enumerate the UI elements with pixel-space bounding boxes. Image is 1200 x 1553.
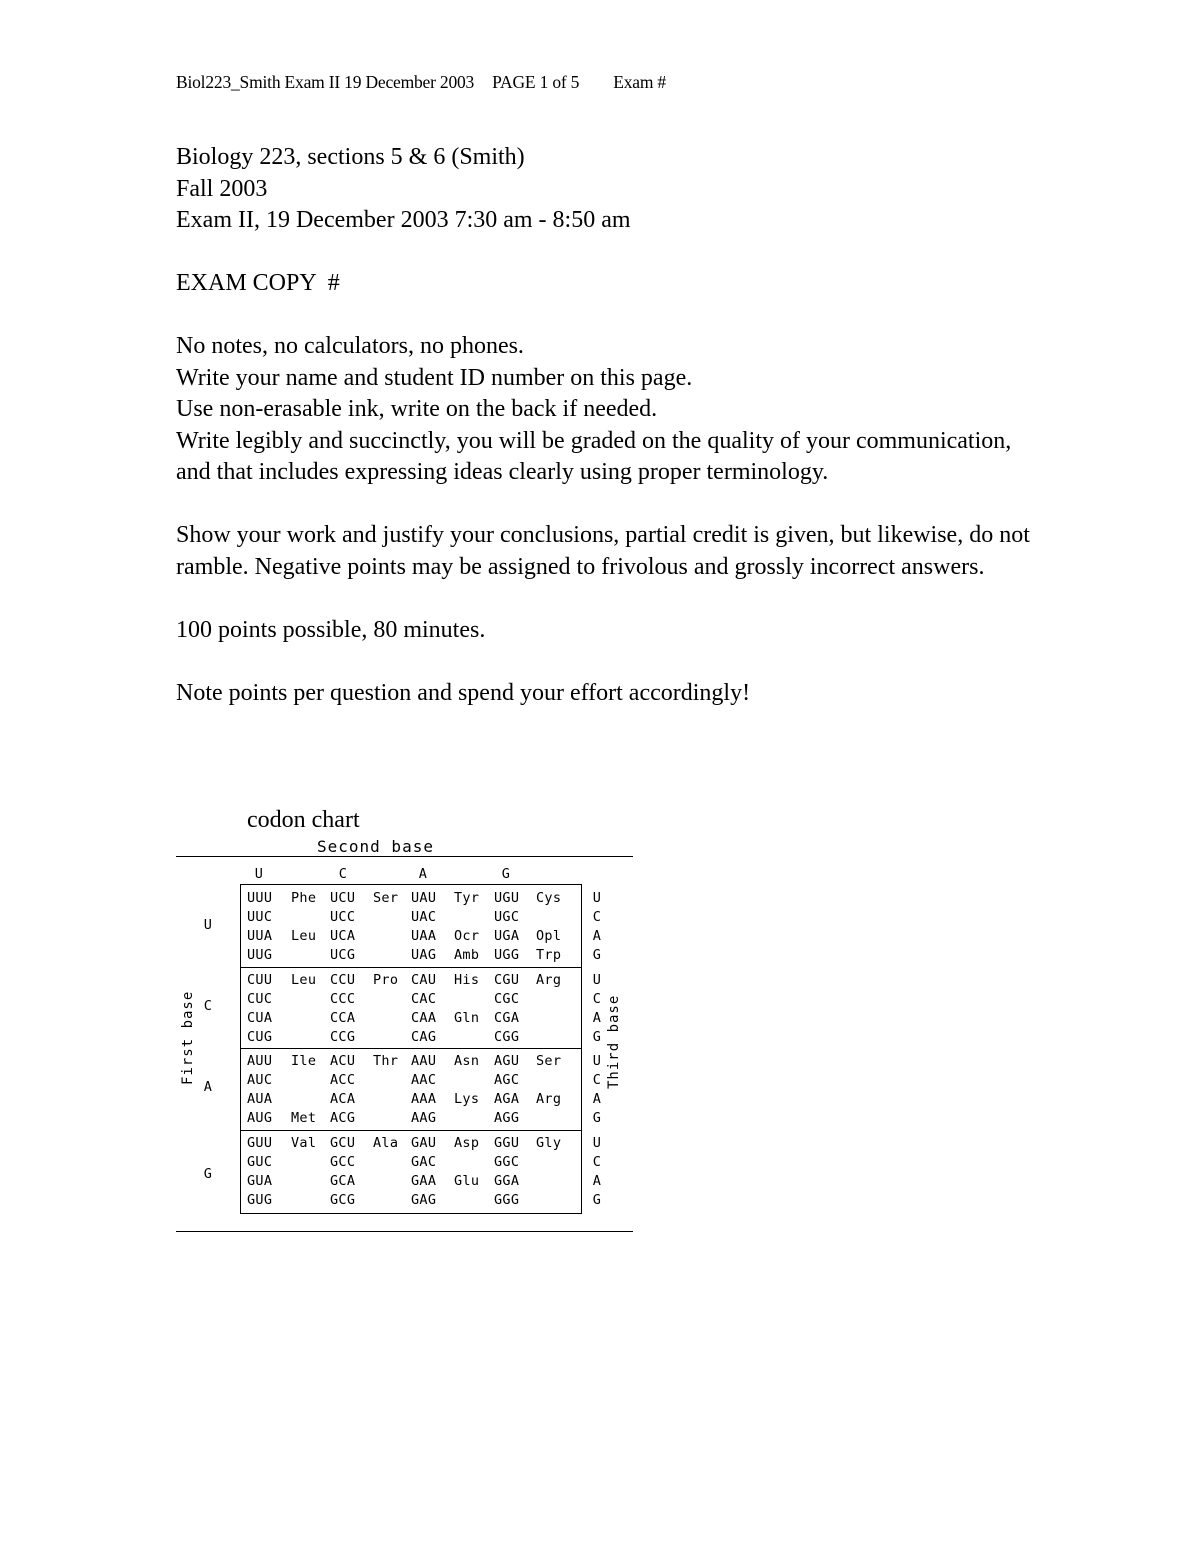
codon-cell: UUC <box>247 909 273 925</box>
rule-item: Use non-erasable ink, write on the back if needed. <box>176 396 658 422</box>
codon-cell: UUA <box>247 928 273 944</box>
codon-cell: GAG <box>411 1191 437 1208</box>
rule-item: Write legibly and succinctly, you will be graded on the quality of your communication, and that includes expressing ideas clearly using proper terminology. <box>176 427 1012 485</box>
codon-cell: GGA <box>494 1172 520 1189</box>
codon-cell: UCC <box>330 909 356 925</box>
third-base-row-label: A <box>592 1091 602 1107</box>
codon-cell: UGU <box>494 890 520 906</box>
codon-cell: CGU <box>494 971 520 988</box>
third-base-row-label: G <box>592 1110 602 1126</box>
amino-acid-cell: Ser <box>373 890 399 906</box>
codon-cell: GAU <box>411 1134 437 1151</box>
codon-cell: AGC <box>494 1071 520 1088</box>
codon-cell: AAU <box>411 1052 437 1069</box>
codon-cell: AGA <box>494 1090 520 1107</box>
column-label: G <box>501 866 511 882</box>
exam-copy-number: EXAM COPY # <box>176 270 340 296</box>
amino-acid-cell: Ser <box>536 1052 562 1069</box>
codon-cell: CGC <box>494 990 520 1007</box>
codon-cell: AAG <box>411 1109 437 1126</box>
codon-cell: UAG <box>411 947 437 963</box>
amino-acid-cell: Asp <box>454 1134 480 1151</box>
amino-acid-cell: Ile <box>291 1052 317 1069</box>
codon-cell: AGG <box>494 1109 520 1126</box>
codon-cell: AAA <box>411 1090 437 1107</box>
codon-cell: AUA <box>247 1090 273 1107</box>
codon-cell: GCG <box>330 1191 356 1208</box>
codon-cell: UAC <box>411 909 437 925</box>
work-note: Show your work and justify your conclusions, partial credit is given, but likewise, do not ramble. Negative points may be assigned to frivolous and grossly incorrect answers. <box>176 522 1030 580</box>
codon-cell: UGC <box>494 909 520 925</box>
amino-acid-cell: Met <box>291 1109 317 1126</box>
codon-cell: GGG <box>494 1191 520 1208</box>
amino-acid-cell: Glu <box>454 1172 480 1189</box>
third-base-row-label: A <box>592 1010 602 1026</box>
third-base-row-label: G <box>592 947 602 963</box>
codon-cell: UGA <box>494 928 520 944</box>
third-base-row-label: U <box>592 972 602 988</box>
codon-cell: GCA <box>330 1172 356 1189</box>
codon-cell: AUG <box>247 1109 273 1126</box>
codon-cell: CAC <box>411 990 437 1007</box>
amino-acid-cell: Arg <box>536 971 562 988</box>
first-base-label: First base <box>180 990 196 1085</box>
codon-cell: UCU <box>330 890 356 906</box>
codon-cell: GAC <box>411 1153 437 1170</box>
codon-cell: ACU <box>330 1052 356 1069</box>
codon-cell: CAG <box>411 1028 437 1045</box>
amino-acid-cell: Opl <box>536 928 562 944</box>
third-base-row-label: U <box>592 1135 602 1151</box>
amino-acid-cell: Leu <box>291 971 317 988</box>
codon-cell: AGU <box>494 1052 520 1069</box>
codon-block <box>241 885 581 967</box>
points-note: 100 points possible, 80 minutes. <box>176 616 486 643</box>
exam-instructions <box>176 142 1036 709</box>
effort-note: Note points per question and spend your effort accordingly! <box>176 679 751 706</box>
course-title: Biology 223, sections 5 & 6 (Smith) <box>176 144 525 170</box>
amino-acid-cell: His <box>454 971 480 988</box>
third-base-row-label: G <box>592 1192 602 1208</box>
codon-cell: AAC <box>411 1071 437 1088</box>
amino-acid-cell: Lys <box>454 1090 480 1107</box>
codon-cell: ACA <box>330 1090 356 1107</box>
header-page-number: PAGE 1 of 5 <box>492 72 580 92</box>
column-label: C <box>338 866 348 882</box>
codon-cell: GAA <box>411 1172 437 1189</box>
codon-cell: CUC <box>247 990 273 1007</box>
first-base-row-label: U <box>203 917 213 933</box>
third-base-row-label: G <box>592 1029 602 1045</box>
amino-acid-cell: Tyr <box>454 890 480 906</box>
codon-cell: GCC <box>330 1153 356 1170</box>
column-label: A <box>418 866 428 882</box>
codon-cell: CCU <box>330 971 356 988</box>
codon-cell: UGG <box>494 947 520 963</box>
codon-cell: AUU <box>247 1052 273 1069</box>
codon-cell: CAA <box>411 1009 437 1026</box>
third-base-row-label: C <box>592 1072 602 1088</box>
codon-cell: UUU <box>247 890 273 906</box>
amino-acid-cell: Val <box>291 1134 317 1151</box>
codon-cell: CGG <box>494 1028 520 1045</box>
codon-block <box>241 1048 581 1130</box>
second-base-label: Second base <box>317 837 434 856</box>
amino-acid-cell: Asn <box>454 1052 480 1069</box>
codon-cell: CAU <box>411 971 437 988</box>
codon-cell: ACG <box>330 1109 356 1126</box>
amino-acid-cell: Thr <box>373 1052 399 1069</box>
amino-acid-cell: Pro <box>373 971 399 988</box>
amino-acid-cell: Gly <box>536 1134 562 1151</box>
codon-cell: UAA <box>411 928 437 944</box>
codon-cell: GCU <box>330 1134 356 1151</box>
codon-cell: GUA <box>247 1172 273 1189</box>
codon-cell: CUG <box>247 1028 273 1045</box>
codon-cell: ACC <box>330 1071 356 1088</box>
codon-block <box>241 1130 581 1215</box>
codon-block <box>241 967 581 1048</box>
codon-cell: CGA <box>494 1009 520 1026</box>
term: Fall 2003 <box>176 175 268 202</box>
codon-chart <box>176 835 634 1235</box>
header-exam-number: Exam # <box>613 72 666 92</box>
rule-item: Write your name and student ID number on this page. <box>176 364 693 391</box>
codon-cell: GGC <box>494 1153 520 1170</box>
codon-chart-title: codon chart <box>247 807 360 833</box>
amino-acid-cell: Ocr <box>454 928 480 944</box>
codon-cell: UCA <box>330 928 356 944</box>
column-label: U <box>254 866 264 882</box>
codon-cell: GUG <box>247 1191 273 1208</box>
codon-cell: CCC <box>330 990 356 1007</box>
codon-cell: UAU <box>411 890 437 906</box>
amino-acid-cell: Leu <box>291 928 317 944</box>
amino-acid-cell: Amb <box>454 947 480 963</box>
codon-cell: UUG <box>247 947 273 963</box>
codon-cell: GGU <box>494 1134 520 1151</box>
codon-grid <box>240 884 582 1214</box>
third-base-row-label: U <box>592 890 602 906</box>
amino-acid-cell: Cys <box>536 890 562 906</box>
third-base-row-label: U <box>592 1053 602 1069</box>
amino-acid-cell: Phe <box>291 890 317 906</box>
amino-acid-cell: Ala <box>373 1134 399 1151</box>
codon-cell: CCG <box>330 1028 356 1045</box>
first-base-row-label: A <box>203 1079 213 1095</box>
codon-cell: CUA <box>247 1009 273 1026</box>
page-header <box>176 72 666 93</box>
codon-cell: GUC <box>247 1153 273 1170</box>
amino-acid-cell: Trp <box>536 947 562 963</box>
third-base-row-label: C <box>592 909 602 925</box>
rule-item: No notes, no calculators, no phones. <box>176 333 524 359</box>
top-rule <box>176 856 633 857</box>
third-base-label: Third base <box>606 994 622 1089</box>
codon-cell: UCG <box>330 947 356 963</box>
third-base-row-label: C <box>592 1154 602 1170</box>
header-course-exam: Biol223_Smith Exam II 19 December 2003 <box>176 72 475 92</box>
codon-cell: CUU <box>247 971 273 988</box>
first-base-row-label: C <box>203 998 213 1014</box>
third-base-row-label: A <box>592 928 602 944</box>
exam-datetime: Exam II, 19 December 2003 7:30 am - 8:50 am <box>176 207 631 233</box>
amino-acid-cell: Arg <box>536 1090 562 1107</box>
third-base-row-label: C <box>592 991 602 1007</box>
codon-cell: GUU <box>247 1134 273 1151</box>
third-base-row-label: A <box>592 1173 602 1189</box>
codon-cell: AUC <box>247 1071 273 1088</box>
codon-cell: CCA <box>330 1009 356 1026</box>
bottom-rule <box>176 1231 633 1232</box>
first-base-row-label: G <box>203 1166 213 1182</box>
amino-acid-cell: Gln <box>454 1009 480 1026</box>
